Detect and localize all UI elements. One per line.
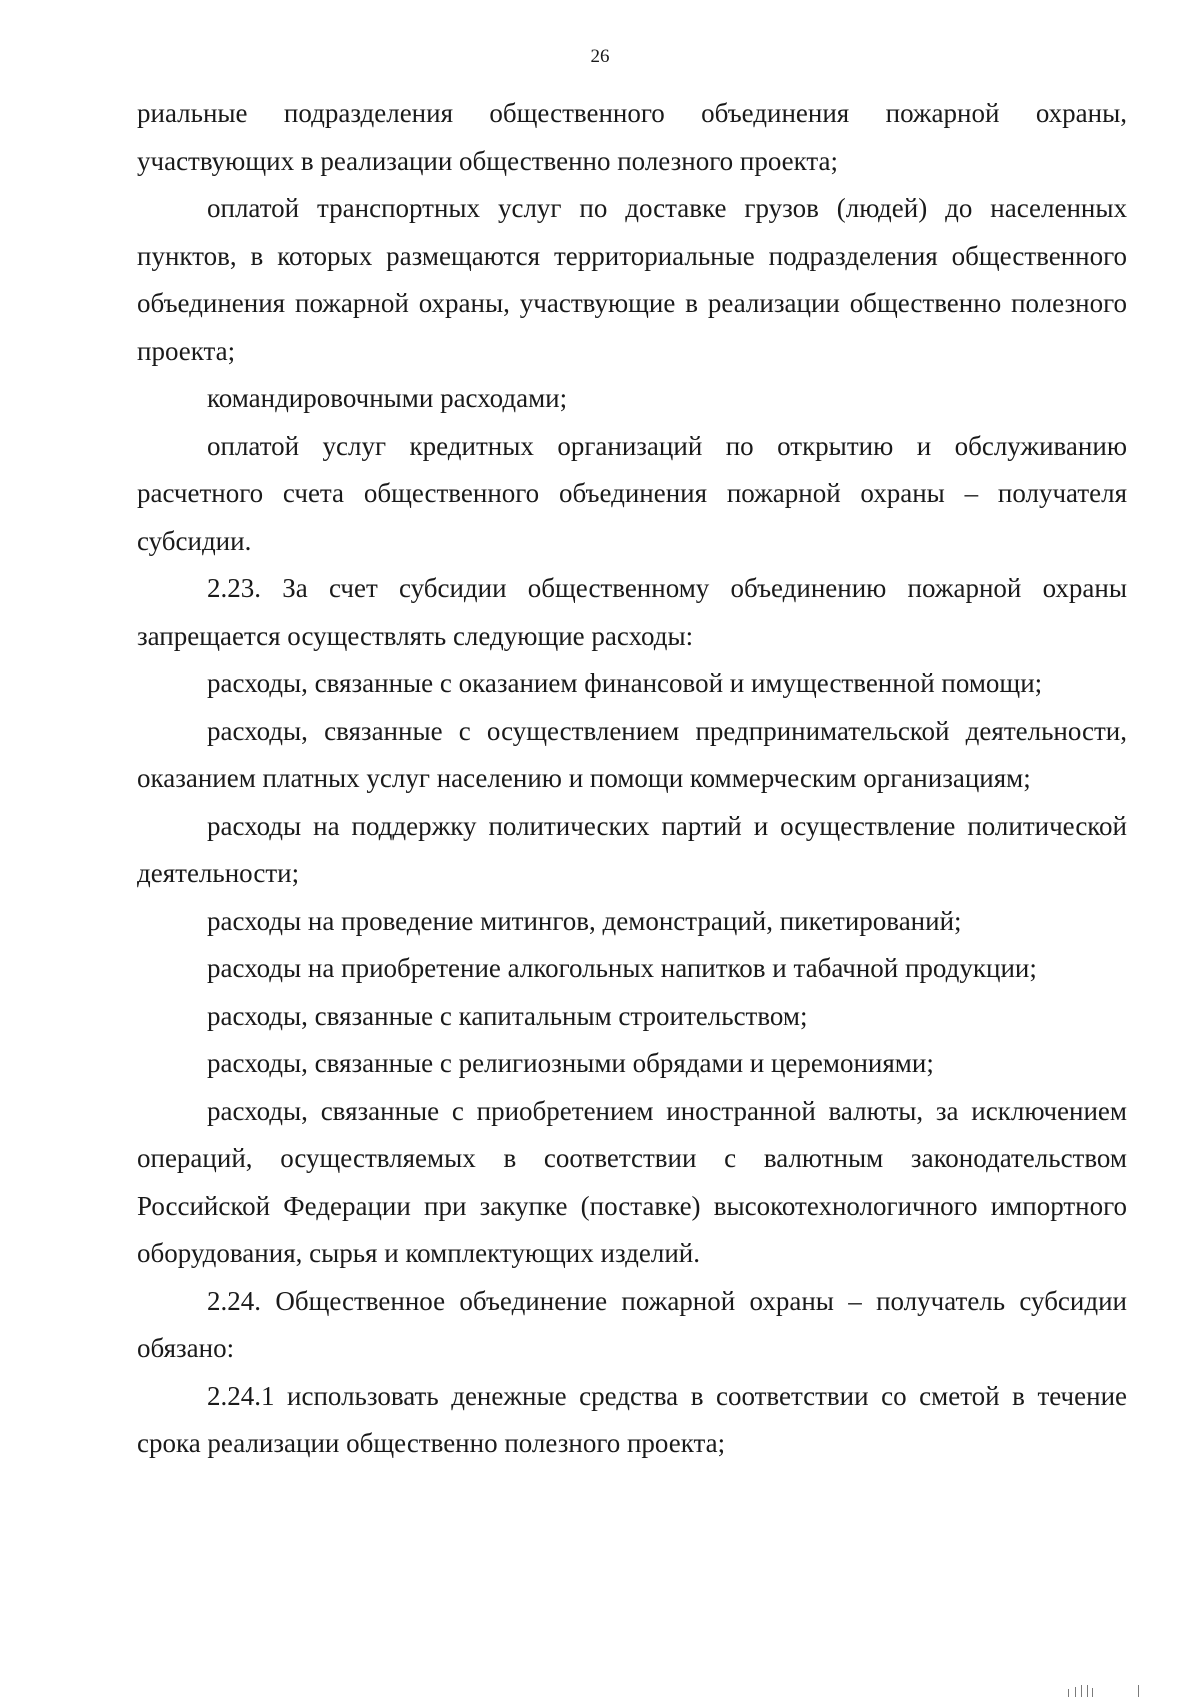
list-item-financial-aid: расходы, связанные с оказанием финансовой и имущественной помощи; [207, 668, 1043, 698]
document-body [137, 90, 1127, 1468]
list-item-alcohol-tobacco: расходы на приобретение алкогольных напитков и табачной продукции; [207, 953, 1037, 983]
scan-artifact-marks [1068, 1683, 1148, 1697]
paragraph-transport-services: оплатой транспортных услуг по доставке грузов (людей) до населенных пунктов, в которых размещаются территориальные подразделения общественного объединения пожарной охраны, участвующие в реализации общественно полезного проекта; [137, 193, 1127, 366]
paragraph-continuation: риальные подразделения общественного объединения пожарной охраны, участвующих в реализации общественно полезного проекта; [137, 98, 1127, 176]
list-item-foreign-currency: расходы, связанные с приобретением иностранной валюты, за исключением операций, осуществляемых в соответствии с валютным законодательством Российской Федерации при закупке (поставке) высокотехнологичного импортного оборудования, сырья и комплектующих изделий. [137, 1095, 1127, 1268]
paragraph-bank-services: оплатой услуг кредитных организаций по открытию и обслуживанию расчетного счета общественного объединения пожарной охраны – получателя субсидии. [137, 430, 1127, 556]
list-item-religious-rites: расходы, связанные с религиозными обрядами и церемониями; [207, 1048, 934, 1078]
list-item-rallies: расходы на проведение митингов, демонстраций, пикетирований; [207, 905, 962, 936]
paragraph-2-24: 2.24. Общественное объединение пожарной охраны – получатель субсидии обязано: [137, 1285, 1127, 1363]
page-number: 26 [590, 46, 610, 67]
list-item-political-parties: расходы на поддержку политических партий и осуществление политической деятельности; [137, 810, 1127, 888]
paragraph-2-24-1: 2.24.1 использовать денежные средства в соответствии со сметой в течение срока реализации общественно полезного проекта; [137, 1380, 1127, 1458]
paragraph-travel-expenses: командировочными расходами; [207, 383, 568, 413]
paragraph-2-23: 2.23. За счет субсидии общественному объединению пожарной охраны запрещается осуществлять следующие расходы: [137, 573, 1127, 651]
list-item-capital-construction: расходы, связанные с капитальным строительством; [207, 1000, 808, 1031]
list-item-business-activity: расходы, связанные с осуществлением предпринимательской деятельности, оказанием платных услуг населению и помощи коммерческим организациям; [137, 715, 1127, 793]
